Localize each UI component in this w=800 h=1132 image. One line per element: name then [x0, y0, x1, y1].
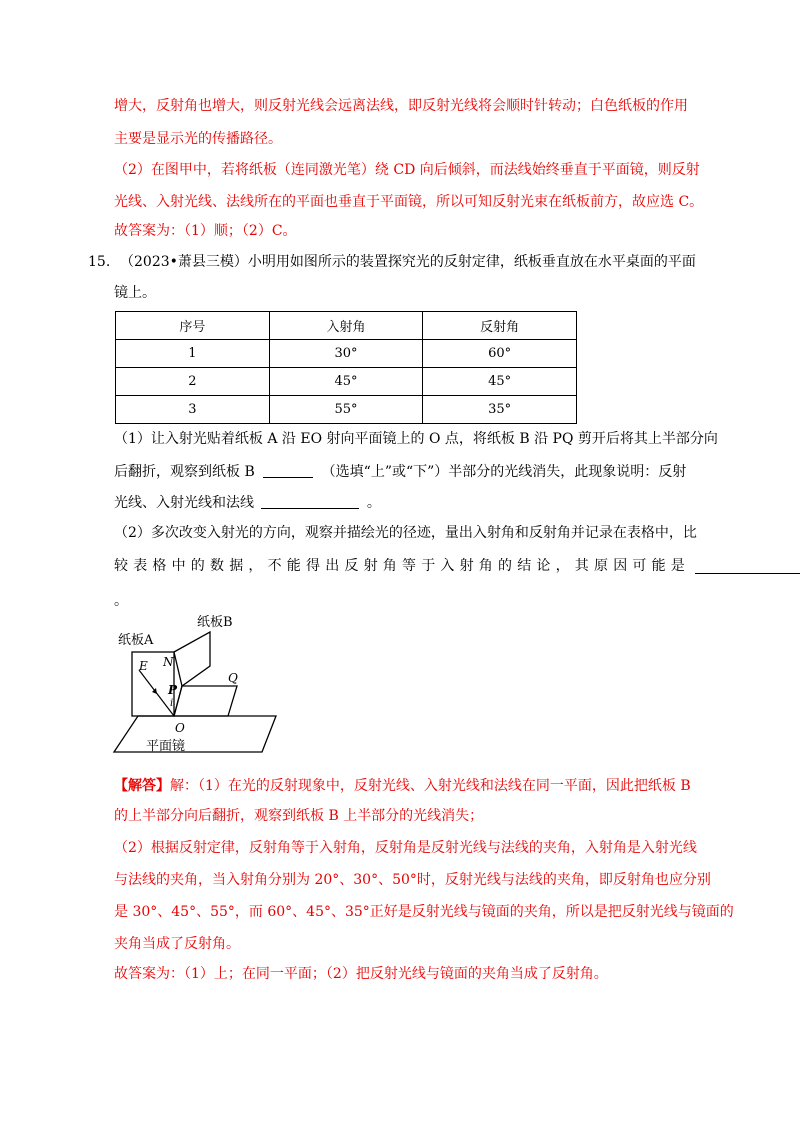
table-cell: 60° [423, 340, 577, 368]
table-cell: 30° [269, 340, 423, 368]
answer-line-1-text: 解：（1）在光的反射现象中，反射光线、入射光线和法线在同一平面，因此把纸板 B [170, 778, 691, 794]
table-header: 入射角 [269, 312, 423, 340]
answer-blank-2[interactable] [261, 494, 359, 509]
prev-answer-line-2: 主要是显示光的传播路径。 [114, 131, 282, 147]
reflection-apparatus-figure [112, 612, 282, 762]
prev-answer-line-1: 增大，反射角也增大，则反射光线会远离法线，即反射光线将会顺时针转动；白色纸板的作用 [114, 98, 688, 114]
part1-line-3 [114, 493, 381, 513]
label-mirror: 平面镜 [146, 739, 186, 754]
part2-line-2: 较表格中的数据，不能得出反射角等于入射角的结论，其原因可能是 [114, 558, 690, 574]
answer-line-4: 与法线的夹角，当入射角分别为 20°、30°、50°时，反射光线与法线的夹角，即反射角也应分别 [114, 872, 711, 888]
angle-table [115, 311, 577, 424]
part1-line-3-end: 。 [366, 495, 381, 511]
prev-answer-line-4: 光线、入射光线、法线所在的平面也垂直于平面镜，所以可知反射光束在纸板前方，故应选 C。 [114, 194, 704, 210]
table-cell: 2 [116, 368, 270, 396]
label-n: N [163, 655, 174, 669]
table-row [116, 368, 577, 396]
label-board-a: 纸板A [118, 633, 154, 648]
table-header: 反射角 [423, 312, 577, 340]
part1-line-1: （1）让入射光贴着纸板 A 沿 EO 射向平面镜上的 O 点，将纸板 B 沿 PQ 剪开后将其上半部分向 [114, 431, 718, 447]
answer-line-3: （2）根据反射定律，反射角等于入射角，反射角是反射光线与法线的夹角，入射角是入射光线 [114, 840, 697, 856]
answer-line-2: 的上半部分向后翻折，观察到纸板 B 上半部分的光线消失； [114, 808, 484, 824]
table-cell: 35° [423, 396, 577, 424]
table-header: 序号 [116, 312, 270, 340]
question-stem-line-1: （2023•萧县三模）小明用如图所示的装置探究光的反射定律，纸板垂直放在水平桌面的平面 [120, 254, 696, 270]
part1-line-3-start: 光线、入射光线和法线 [114, 495, 254, 511]
table-cell: 55° [269, 396, 423, 424]
part1-line-2-end: （选填“上”或“下”）半部分的光线消失，此现象说明：反射 [321, 464, 687, 480]
part2-line-3: 。 [114, 593, 128, 609]
answer-blank-1[interactable] [263, 463, 313, 478]
question-number: 15. [88, 254, 111, 270]
table-row [116, 396, 577, 424]
label-p: P [168, 683, 178, 697]
board-b-upper [174, 632, 210, 686]
label-o: O [175, 721, 185, 735]
part1-line-2 [114, 462, 686, 482]
label-board-b: 纸板B [197, 615, 233, 630]
answer-line-6: 夹角当成了反射角。 [114, 936, 240, 952]
answer-tag: 【解答】 [114, 778, 170, 794]
label-q: Q [228, 671, 238, 685]
prev-answer-line-3: （2）在图甲中，若将纸板（连同激光笔）绕 CD 向后倾斜，而法线始终垂直于平面镜，则反射 [114, 162, 700, 178]
answer-final: 故答案为：（1）上；在同一平面；（2）把反射光线与镜面的夹角当成了反射角。 [114, 966, 608, 982]
label-i: i [170, 698, 174, 709]
table-row [116, 340, 577, 368]
table-cell: 45° [423, 368, 577, 396]
table-cell: 45° [269, 368, 423, 396]
part1-line-2-start: 后翻折，观察到纸板 B [114, 464, 255, 480]
table-cell: 1 [116, 340, 270, 368]
table-header-row [116, 312, 577, 340]
answer-line-1 [114, 776, 691, 796]
table-cell: 3 [116, 396, 270, 424]
answer-blank-3[interactable] [695, 559, 800, 574]
part2-line-1: （2）多次改变入射光的方向，观察并描绘光的径迹，量出入射角和反射角并记录在表格中，比 [114, 525, 697, 541]
board-b-lower [174, 686, 237, 716]
question-stem-line-2: 镜上。 [114, 285, 156, 301]
answer-line-5: 是 30°、45°、55°，而 60°、45°、35°正好是反射光线与镜面的夹角，所以是把反射光线与镜面的 [114, 904, 734, 920]
mirror-plane [114, 716, 276, 752]
prev-answer-final: 故答案为：（1）顺；（2）C。 [114, 223, 297, 239]
label-e: E [139, 659, 148, 673]
